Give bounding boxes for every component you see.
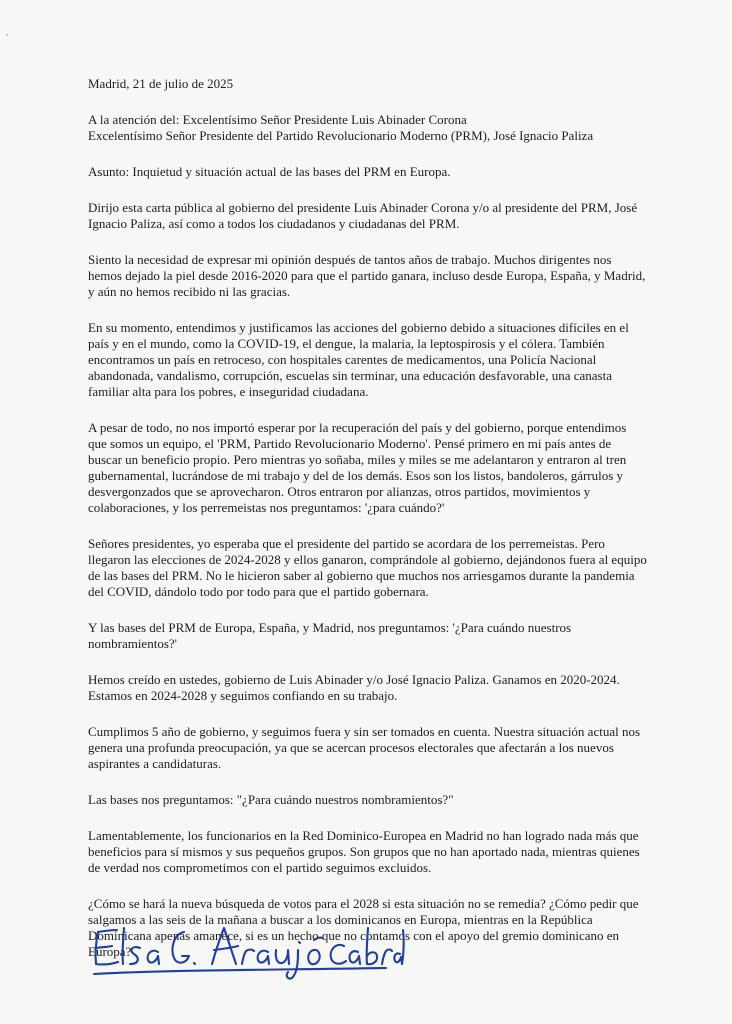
paragraph-appointments-question: Las bases nos preguntamos: "¿Para cuándo nuestros nombramientos?": [88, 792, 454, 807]
letter-subject: Asunto: Inquietud y situación actual de las bases del PRM en Europa.: [88, 164, 451, 179]
paragraph-belief: Hemos creído en ustedes, gobierno de Luis Abinader y/o José Ignacio Paliza. Ganamos en 2020-2024. Estamos en 2024-2028 y seguimos confiando en su trabajo.: [88, 672, 620, 703]
paragraph-context: En su momento, entendimos y justificamos las acciones del gobierno debido a situaciones difíciles en el país y en el mundo, como la COVID-19, el dengue, la malaria, la leptospirosis y el cólera. También encontramos un país en retroceso, con hospitales carentes de medicamentos, una Policía Nacional abandonada, vandalismo, corrupción, escuelas sin terminar, una educación desfavorable, una canasta familiar alta para los pobres, e inseguridad ciudadana.: [88, 320, 629, 399]
addressee-line-2: Excelentísimo Señor Presidente del Partido Revolucionario Moderno (PRM), José Ignacio Paliza: [88, 128, 594, 143]
letter-body: [88, 76, 648, 960]
addressee-line-1: A la atención del: Excelentísimo Señor Presidente Luis Abinader Corona: [88, 112, 467, 127]
paragraph-officials: Lamentablemente, los funcionarios en la Red Dominico-Europea en Madrid no han logrado nada más que beneficios para sí mismos y sus pequeños grupos. Son grupos que no han aportado nada, mientras quienes de verdad nos comprometimos con el partido seguimos excluidos.: [88, 828, 640, 875]
paragraph-waiting: A pesar de todo, no nos importó esperar por la recuperación del país y del gobierno, porque entendimos que somos un equipo, el 'PRM, Partido Revolucionario Moderno'. Pensé primero en mi país antes de buscar un beneficio propio. Pero mientras yo soñaba, miles y miles se me adelantaron y entraron al tren gubernamental, lucrándose de mi trabajo y del de los demás. Esos son los listos, bandoleros, gárrulos y desvergonzados que se aprovecharon. Otros entraron por alianzas, otros partidos, movimientos y colaboraciones, y los perremeistas nos preguntamos: '¿para cuándo?': [88, 420, 627, 515]
scan-speck: [6, 34, 8, 36]
paragraph-closing: ¿Cómo se hará la nueva búsqueda de votos para el 2028 si esta situación no se remedia? ¿Cómo pedir que salgamos a las seis de la mañana a buscar a los dominicanos en Europa, mientras en la República Dominicana apenas amanece, si es un hecho que no contamos con el apoyo del gremio dominicano en Europa?: [88, 896, 639, 959]
paragraph-elections: Señores presidentes, yo esperaba que el presidente del partido se acordara de los perremeistas. Pero llegaron las elecciones de 2024-2028 y ellos ganaron, comprándole al gobierno, dejándonos fuera al equipo de las bases del PRM. No le hicieron saber al gobierno que muchos nos arriesgamos durante la pandemia del COVID, dándolo todo por todo para que el partido gobernara.: [88, 536, 647, 599]
paragraph-five-years: Cumplimos 5 año de gobierno, y seguimos fuera y sin ser tomados en cuenta. Nuestra situación actual nos genera una profunda preocupación, ya que se acercan procesos electorales que afectarán a los nuevos aspirantes a candidaturas.: [88, 724, 641, 771]
letter-date: Madrid, 21 de julio de 2025: [88, 76, 234, 91]
handwritten-signature: [86, 918, 406, 982]
paragraph-bases-question: Y las bases del PRM de Europa, España, y Madrid, nos preguntamos: '¿Para cuándo nuestros nombramientos?': [88, 620, 572, 651]
paragraph-intro: Dirijo esta carta pública al gobierno del presidente Luis Abinader Corona y/o al presidente del PRM, José Ignacio Paliza, así como a todos los ciudadanos y ciudadanas del PRM.: [88, 200, 638, 231]
paragraph-opinion: Siento la necesidad de expresar mi opinión después de tantos años de trabajo. Muchos dirigentes nos hemos dejado la piel desde 2016-2020 para que el partido ganara, incluso desde Europa, España, y Madrid, y aún no hemos recibido ni las gracias.: [88, 252, 646, 299]
